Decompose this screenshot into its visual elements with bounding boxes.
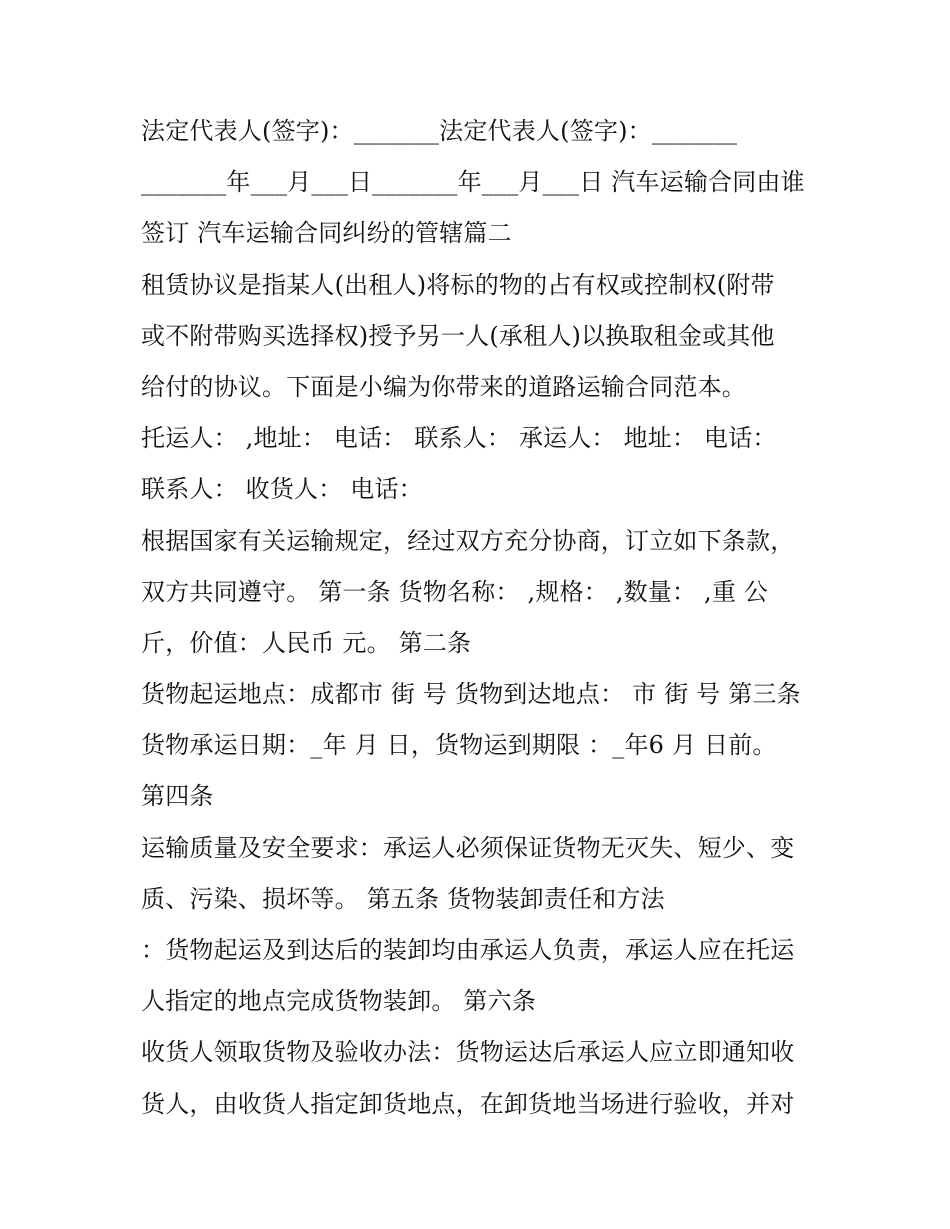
text-line: 第四条 bbox=[141, 782, 214, 811]
document-body bbox=[141, 106, 831, 1130]
text-line: 给付的协议。下面是小编为你带来的道路运输合同范本。 bbox=[141, 372, 746, 401]
text-line: 签订 汽车运输合同纠纷的管辖篇二 bbox=[141, 219, 512, 248]
text-line: 托运人： ,地址： 电话： 联系人： 承运人： 地址： 电话： bbox=[141, 424, 777, 453]
text-line: 双方共同遵守。 第一条 货物名称： ,规格： ,数量： ,重 公 bbox=[141, 577, 769, 606]
text-line: 联系人： 收货人： 电话： bbox=[141, 475, 423, 504]
text-line: 根据国家有关运输规定，经过双方充分协商，订立如下条款， bbox=[141, 526, 795, 555]
text-line: 货物承运日期：_年 月 日，货物运到期限 ：_年6 月 日前。 bbox=[141, 731, 777, 760]
text-line: 人指定的地点完成货物装卸。 第六条 bbox=[141, 987, 537, 1016]
text-line: 租赁协议是指某人(出租人)将标的物的占有权或控制权(附带 bbox=[141, 270, 775, 299]
text-line: 货人，由收货人指定卸货地点，在卸货地当场进行验收，并对 bbox=[141, 1089, 795, 1118]
text-line: _______年___月___日_______年___月___日 汽车运输合同由谁 bbox=[141, 168, 805, 197]
text-line: 运输质量及安全要求：承运人必须保证货物无灭失、短少、变 bbox=[141, 833, 795, 862]
text-line: 或不附带购买选择权)授予另一人(承租人)以换取租金或其他 bbox=[141, 321, 775, 350]
text-line: 斤，价值：人民币 元。 第二条 bbox=[141, 628, 472, 657]
text-line: 质、污染、损坏等。 第五条 货物装卸责任和方法 bbox=[141, 884, 665, 913]
text-line: ：货物起运及到达后的装卸均由承运人负责，承运人应在托运 bbox=[141, 936, 795, 964]
text-line: 法定代表人(签字)：_______法定代表人(签字)：_______ bbox=[141, 117, 738, 145]
text-line: 收货人领取货物及验收办法：货物运达后承运人应立即通知收 bbox=[141, 1038, 795, 1067]
text-line: 货物起运地点：成都市 街 号 货物到达地点： 市 街 号 第三条 bbox=[141, 680, 801, 709]
